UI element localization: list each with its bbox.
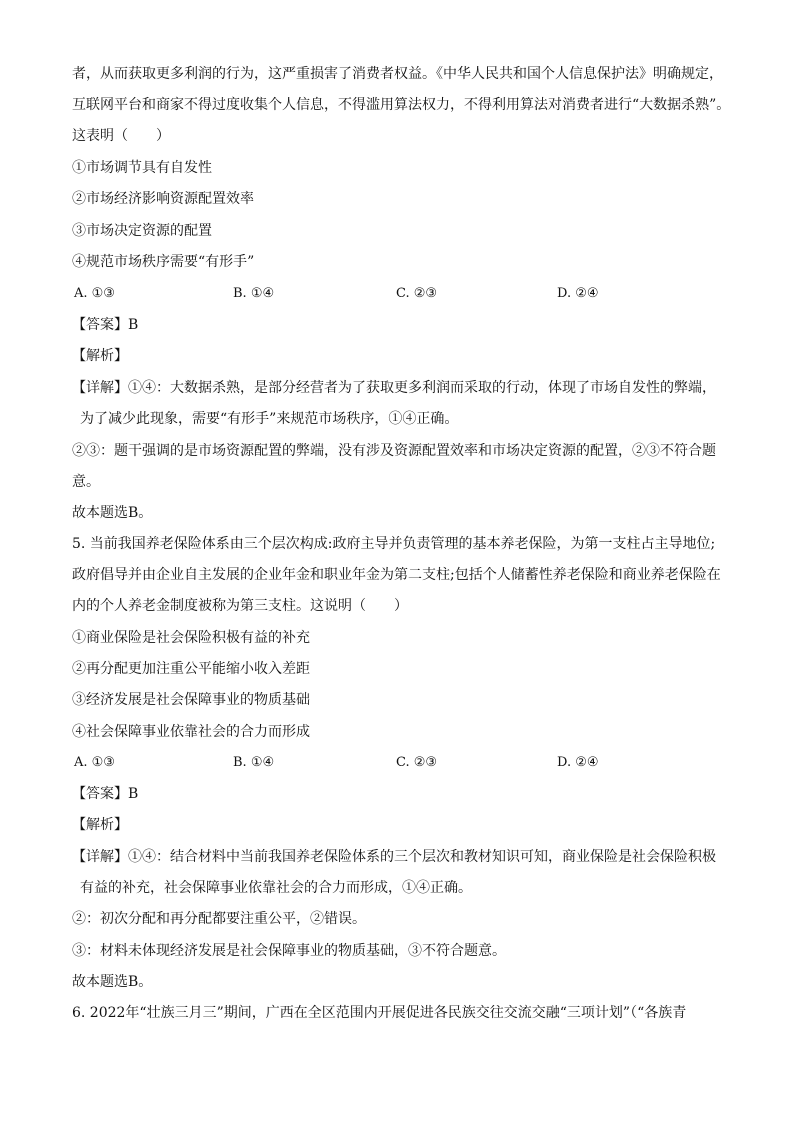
q4-stem-line-2: 互联网平台和商家不得过度收集个人信息，不得滥用算法权力，不得利用算法对消费者进行“大数据杀熟”。 xyxy=(72,97,731,113)
q5-detail-line-5: 故本题选B。 xyxy=(72,974,153,990)
q5-analysis-label: 【解析】 xyxy=(72,817,128,833)
q4-option-d: D. ②④ xyxy=(557,286,599,301)
q5-item-3: ③经济发展是社会保障事业的物质基础 xyxy=(72,692,310,708)
q5-item-1: ①商业保险是社会保险积极有益的补充 xyxy=(72,630,310,646)
q5-stem-line-2: 政府倡导并由企业自主发展的企业年金和职业年金为第二支柱;包括个人储蓄性养老保险和商业养老保险在 xyxy=(72,567,721,583)
q4-analysis-label: 【解析】 xyxy=(72,348,128,364)
q6-stem-line-1: 6. 2022年“壮族三月三”期间，广西在全区范围内开展促进各民族交往交流交融“三项计划”（“各族青 xyxy=(72,1005,687,1021)
q4-detail-line-2: 为了减少此现象，需要“有形手”来规范市场秩序，①④正确。 xyxy=(80,411,459,427)
q4-detail-line-1: 【详解】①④：大数据杀熟，是部分经营者为了获取更多利润而采取的行动，体现了市场自发性的弊端， xyxy=(72,380,716,396)
q5-answer: 【答案】B xyxy=(72,786,139,802)
q5-option-a: A. ①③ xyxy=(74,755,115,770)
q4-detail-line-5: 故本题选B。 xyxy=(72,505,153,521)
q4-item-3: ③市场决定资源的配置 xyxy=(72,223,212,239)
q4-answer: 【答案】B xyxy=(72,317,139,333)
q4-option-b: B. ①④ xyxy=(233,286,275,301)
q5-detail-line-2: 有益的补充，社会保障事业依靠社会的合力而形成，①④正确。 xyxy=(80,880,472,896)
q5-item-4: ④社会保障事业依靠社会的合力而形成 xyxy=(72,724,310,740)
q4-stem-line-3: 这表明（ ） xyxy=(72,128,170,144)
q5-option-b: B. ①④ xyxy=(233,755,275,770)
q5-item-2: ②再分配更加注重公平能缩小收入差距 xyxy=(72,661,310,677)
q5-detail-line-4: ③：材料未体现经济发展是社会保障事业的物质基础，③不符合题意。 xyxy=(72,943,506,959)
q4-detail-line-4: 意。 xyxy=(72,474,100,490)
q5-detail-line-1: 【详解】①④：结合材料中当前我国养老保险体系的三个层次和教材知识可知，商业保险是社会保险积极 xyxy=(72,849,716,865)
q4-item-1: ①市场调节具有自发性 xyxy=(72,160,212,176)
q4-stem-line-1: 者，从而获取更多利润的行为，这严重损害了消费者权益。《中华人民共和国个人信息保护法》明确规定， xyxy=(72,66,723,82)
q4-item-4: ④规范市场秩序需要“有形手” xyxy=(72,254,255,270)
q4-item-2: ②市场经济影响资源配置效率 xyxy=(72,191,254,207)
q5-detail-line-3: ②：初次分配和再分配都要注重公平，②错误。 xyxy=(72,911,366,927)
q5-stem-line-1: 5. 当前我国养老保险体系由三个层次构成:政府主导并负责管理的基本养老保险，为第一支柱占主导地位; xyxy=(72,536,716,552)
q5-option-d: D. ②④ xyxy=(557,755,599,770)
q4-option-c: C. ②③ xyxy=(396,286,438,301)
q4-detail-line-3: ②③：题干强调的是市场资源配置的弊端，没有涉及资源配置效率和市场决定资源的配置，②③不符合题 xyxy=(72,443,716,459)
q5-stem-line-3: 内的个人养老金制度被称为第三支柱。这说明（ ） xyxy=(72,598,408,614)
q5-option-c: C. ②③ xyxy=(396,755,438,770)
q4-option-a: A. ①③ xyxy=(74,286,115,301)
